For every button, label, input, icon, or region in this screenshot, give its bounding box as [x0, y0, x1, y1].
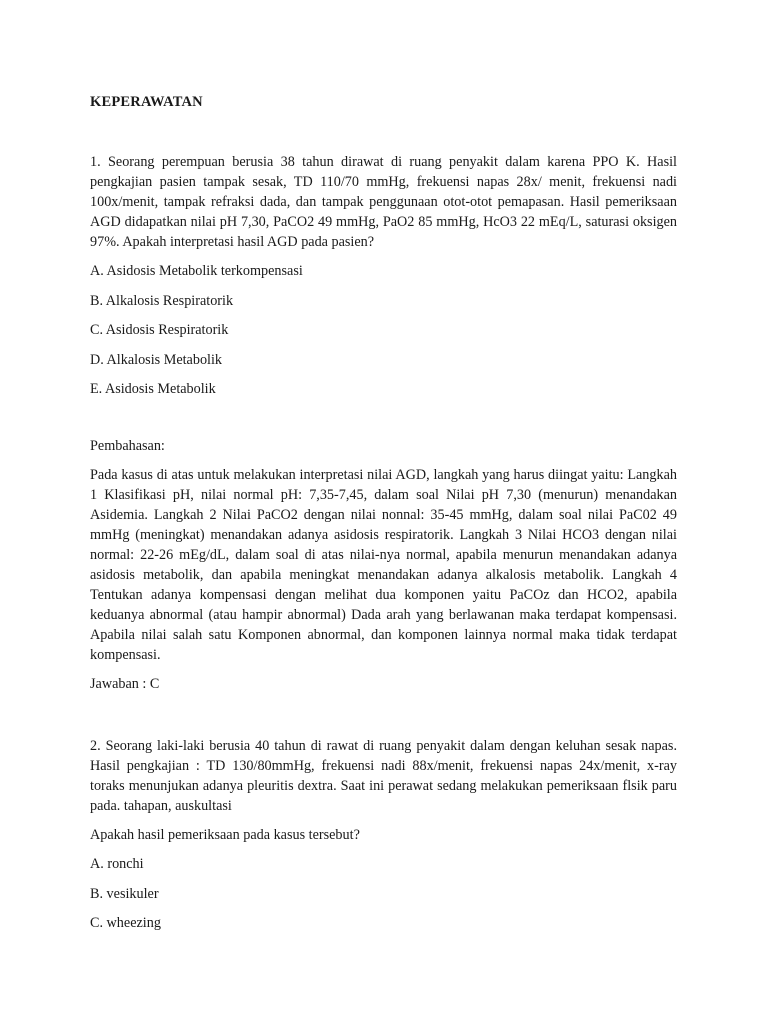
question-1-text: 1. Seorang perempuan berusia 38 tahun dirawat di ruang penyakit dalam karena PPO K. Hasil pengkajian pasien tampak sesak, TD 110/70 mmHg, frekuensi napas 28x/ menit, frekuensi nadi 100x/menit, tampak refraksi dada, dan tampak penggunaan otot-otot pemapasan. Hasil pemeriksaan AGD didapatkan nilai pH 7,30, PaCO2 49 mmHg, PaO2 85 mmHg, HcO3 22 mEq/L, saturasi oksigen 97%. Apakah interpretasi hasil AGD pada pasien? [90, 154, 677, 250]
discussion-text: Pada kasus di atas untuk melakukan interpretasi nilai AGD, langkah yang harus diingat yaitu: Langkah 1 Klasifikasi pH, nilai normal pH: 7,35-7,45, dalam soal Nilai pH 7,30 (menurun) menandakan Asidemia. Langkah 2 Nilai PaCO2 dengan nilai nonnal: 35-45 mmHg, dalam soal nilai PaC02 49 mmHg (meningkat) menandakan adanya asidosis respiratorik. Langkah 3 Nilai HCO3 dengan nilai normal: 22-26 mEg/dL, dalam soal di atas nilai-nya normal, apabila menurun menandakan adanya asidosis metabolik, dan apabila meningkat menandakan adanya alkalosis metabolik. Langkah 4 Tentukan adanya kompensasi dengan melihat dua komponen yaitu PaCOz dan HCO2, apabila keduanya abnormal (atau hampir abnormal) Dada arah yang berlawanan maka terdapat kompensasi. Apabila nilai salah satu Komponen abnormal, dan komponen lainnya normal maka tidak terdapat kompensasi. [90, 467, 677, 663]
discussion-label: Pembahasan: [90, 437, 165, 454]
question-1-option-e: E. Asidosis Metabolik [90, 381, 216, 397]
question-2-prompt: Apakah hasil pemeriksaan pada kasus tersebut? [90, 826, 360, 843]
question-1-option-c: C. Asidosis Respiratorik [90, 322, 229, 338]
document-page [90, 92, 677, 943]
question-2-option-b: B. vesikuler [90, 885, 159, 902]
question-1-option-d: D. Alkalosis Metabolik [90, 351, 223, 368]
document-title: KEPERAWATAN [90, 94, 203, 110]
question-2-text: 2. Seorang laki-laki berusia 40 tahun di rawat di ruang penyakit dalam dengan keluhan sesak napas. Hasil pengkajian : TD 130/80mmHg, frekuensi nadi 88x/menit, frekuensi napas 24x/menit, x-ray toraks menunjukan adanya pleuritis dextra. Saat ini perawat sedang melakukan pemeriksaan flsik paru pada. tahapan, auskultasi [90, 737, 677, 814]
question-2-option-a: A. ronchi [90, 856, 144, 872]
question-1-option-a: A. Asidosis Metabolik terkompensasi [90, 263, 303, 279]
answer-1: Jawaban : C [90, 676, 160, 692]
question-2-option-c: C. wheezing [90, 915, 161, 931]
question-1-option-b: B. Alkalosis Respiratorik [90, 292, 234, 309]
